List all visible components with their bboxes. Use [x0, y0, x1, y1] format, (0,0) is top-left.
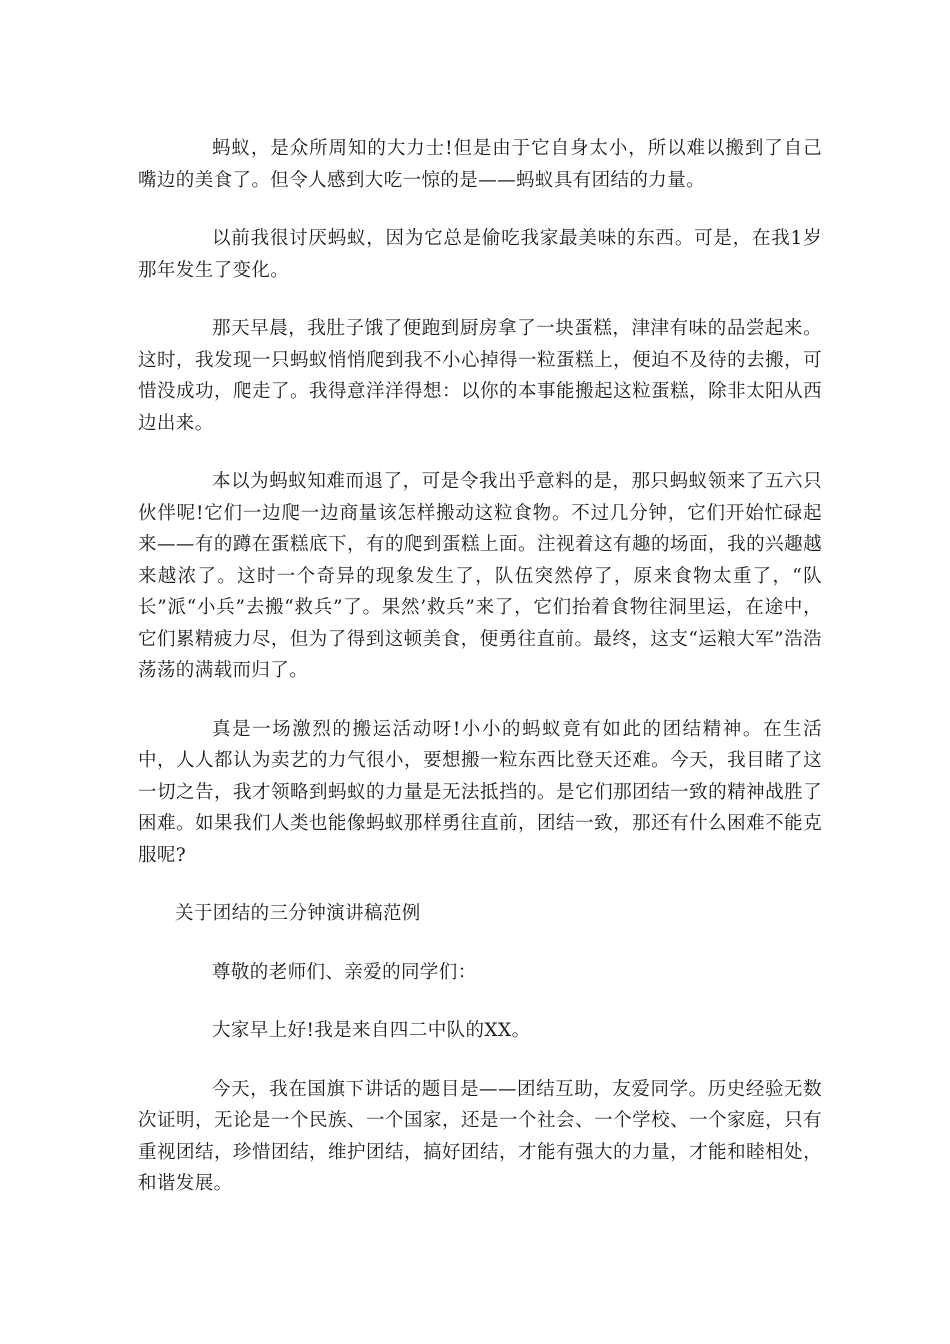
paragraph-2: 以前我很讨厌蚂蚁，因为它总是偷吃我家最美味的东西。可是，在我1岁那年发生了变化。: [138, 228, 822, 281]
greeting: 尊敬的老师们、亲爱的同学们：: [212, 961, 477, 983]
paragraph-5: 真是一场激烈的搬运活动呀!小小的蚂蚁竟有如此的团结精神。在生活中，人人都认为卖艺的力气很小，要想搬一粒东西比登天还难。今天，我目睹了这一切之告，我才领略到蚂蚁的力量是无法抵挡的。是它们那团结一致的精神战胜了困难。如果我们人类也能像蚂蚁那样勇往直前，团结一致，那还有什么困难不能克服呢?: [138, 718, 822, 866]
paragraph-4: 本以为蚂蚁知难而退了，可是令我出乎意料的是，那只蚂蚁领来了五六只伙伴呢!它们一边爬一边商量该怎样搬动这粒食物。不过几分钟，它们开始忙碌起来——有的蹲在蛋糕底下，有的爬到蛋糕上面。注视着这有趣的场面，我的兴趣越来越浓了。这时一个奇异的现象发生了，队伍突然停了，原来食物太重了，“队长”派“小兵”去搬“救兵”了。果然’救兵”来了，它们抬着食物往洞里运，在途中，它们累精疲力尽，但为了得到这顿美食，便勇往直前。最终，这支“运粮大军”浩浩荡荡的满载而归了。: [138, 471, 822, 681]
paragraph-3: 那天早晨，我肚子饿了便跑到厨房拿了一块蛋糕，津津有味的品尝起来。这时，我发现一只蚂蚁悄悄爬到我不小心掉得一粒蛋糕上，便迫不及待的去搬，可惜没成功，爬走了。我得意洋洋得想：以你的本事能搬起这粒蛋糕，除非太阳从西边出来。: [138, 318, 822, 434]
paragraph-1: 蚂蚁，是众所周知的大力士!但是由于它自身太小，所以难以搬到了自己嘴边的美食了。但令人感到大吃一惊的是——蚂蚁具有团结的力量。: [138, 138, 822, 191]
intro-line: 大家早上好!我是来自四二中队的XX。: [212, 1020, 531, 1041]
document-body: [138, 133, 822, 1227]
section-heading: 关于团结的三分钟演讲稿范例: [175, 903, 421, 924]
closing-paragraph: 今天，我在国旗下讲话的题目是——团结互助，友爱同学。历史经验无数次证明，无论是一个民族、一个国家，还是一个社会、一个学校、一个家庭，只有重视团结，珍惜团结，维护团结，搞好团结，才能有强大的力量，才能和睦相处，和谐发展。: [138, 1078, 822, 1194]
